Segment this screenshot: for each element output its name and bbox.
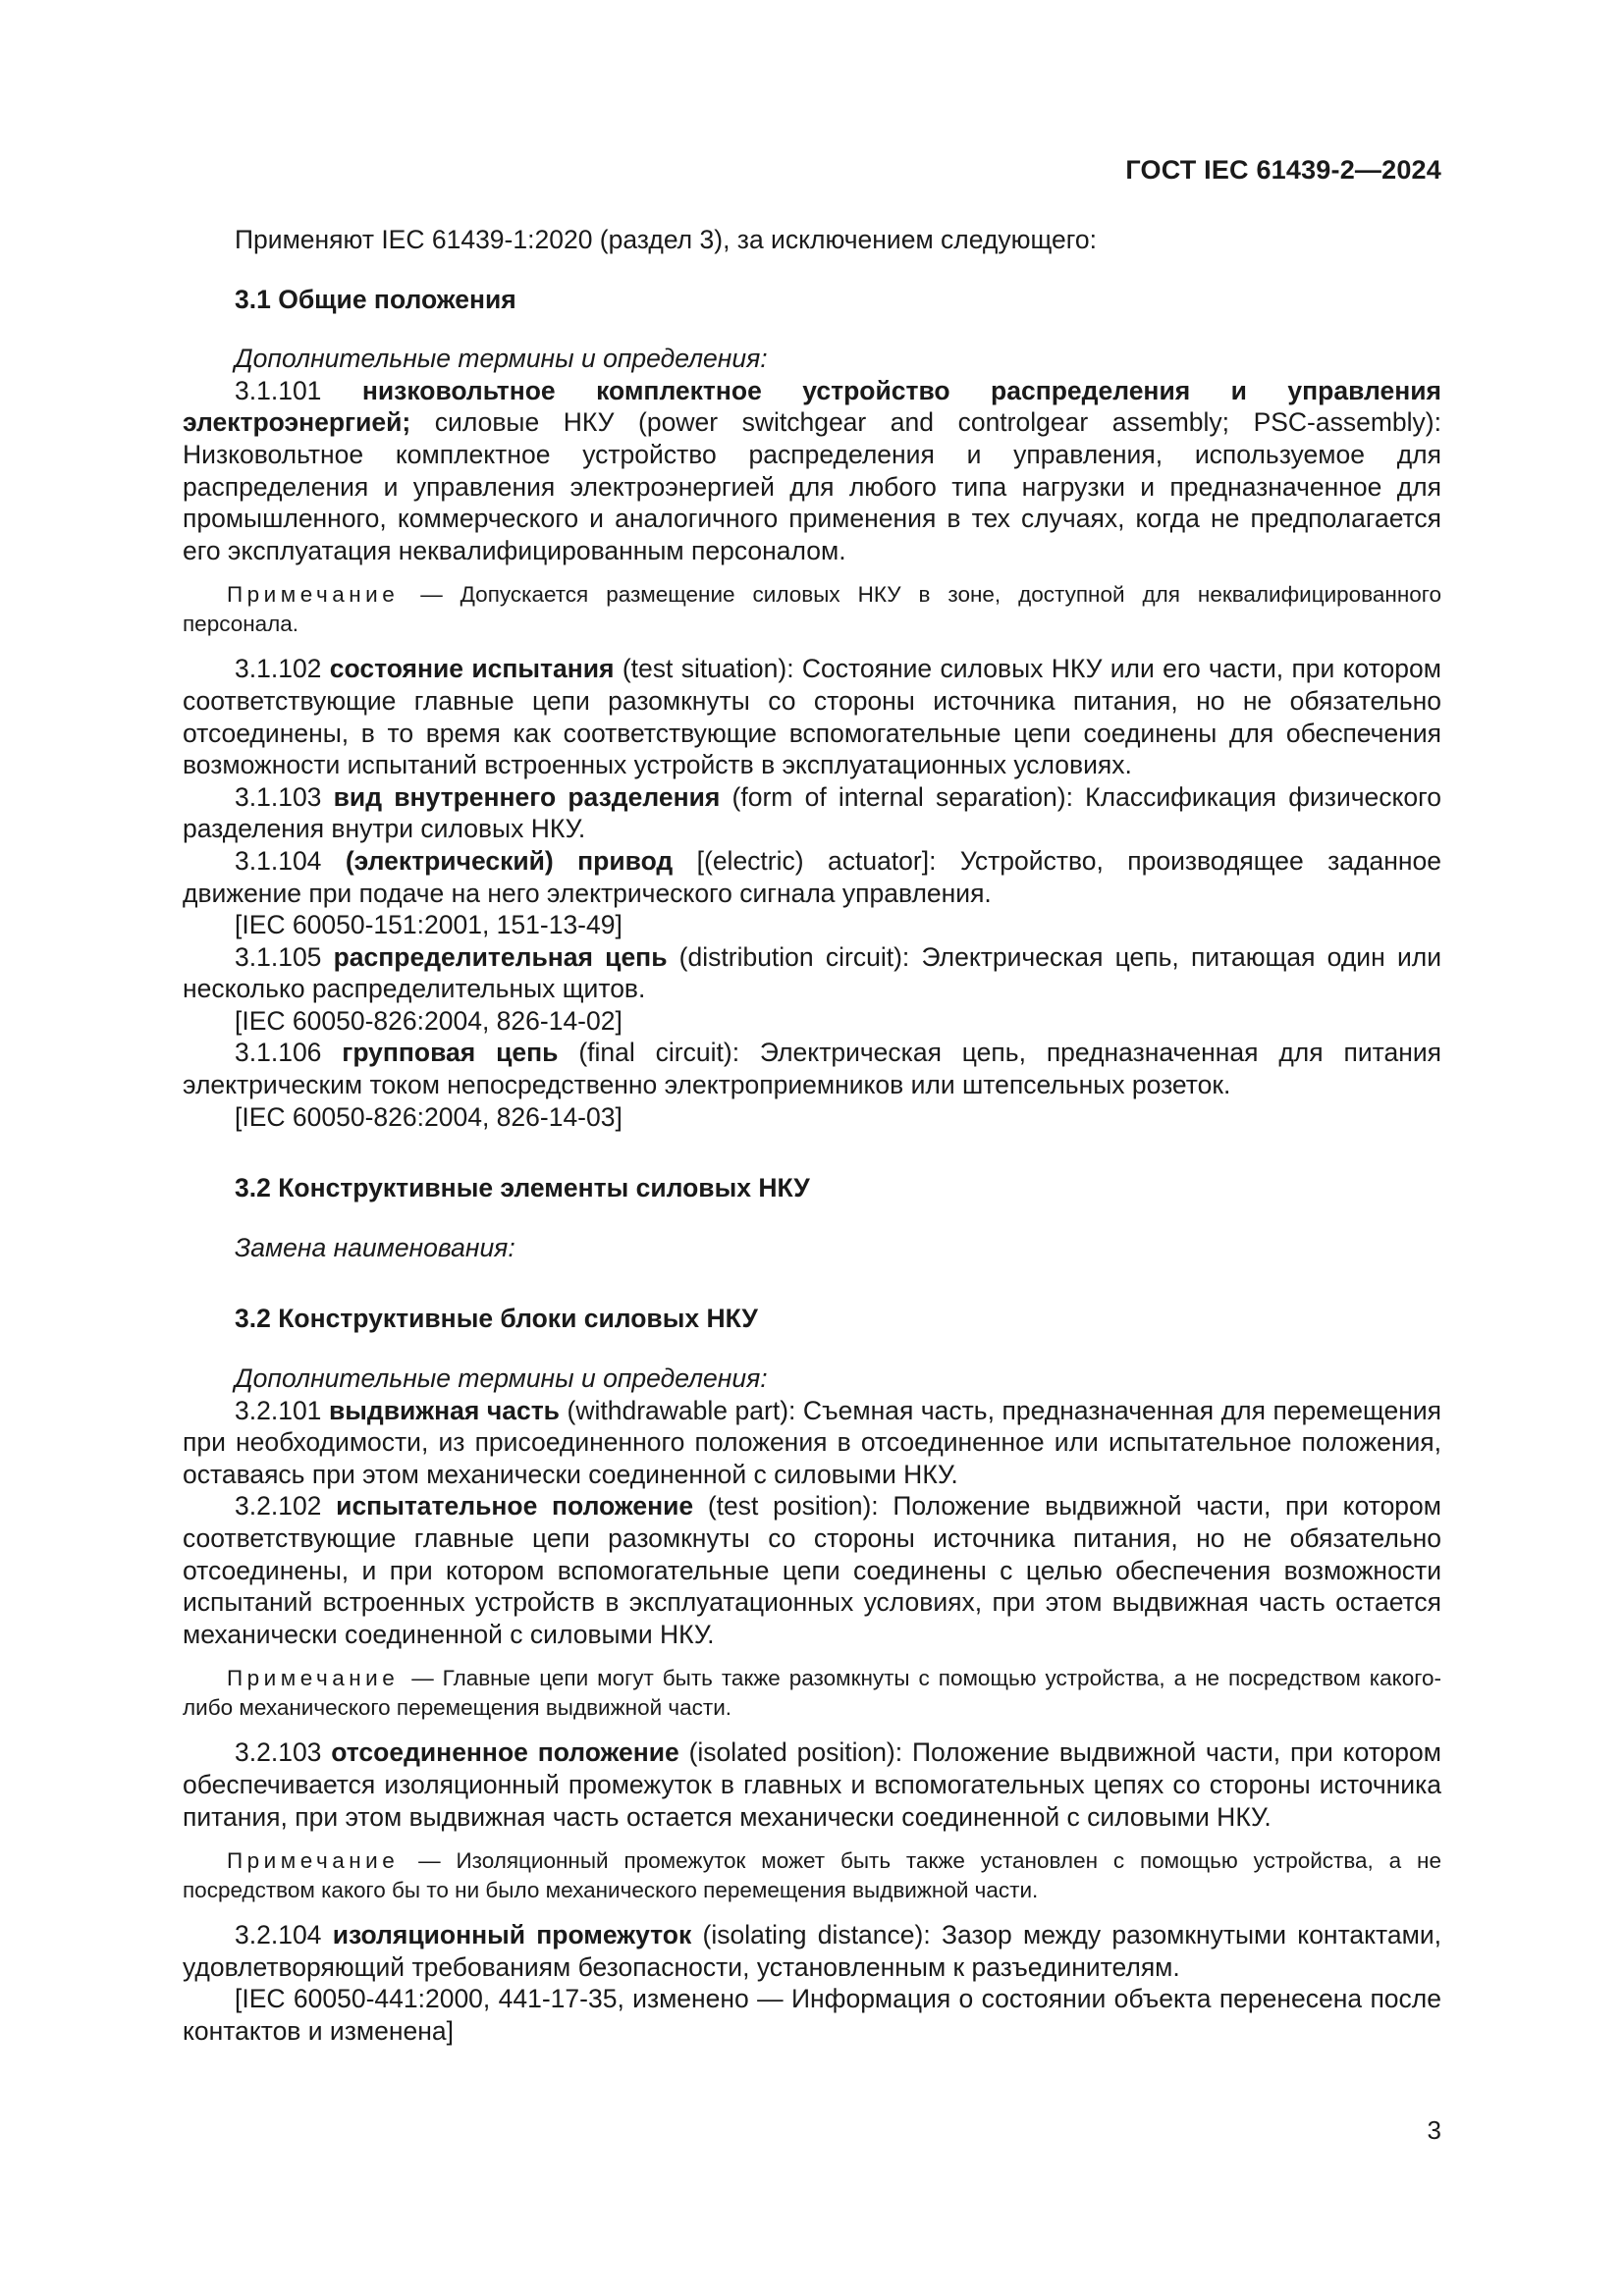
term-definition: (test situation): Состояние силовых НКУ или его части, при котором соответствующие главные цепи разомкнуты со стороны источника питания, но не обязательно отсоединены, в то время как соответствующие вспомогательные цепи соединены для обеспечения возможности испытаний встроенных устройств в эксплуатационных условиях. [183,654,1441,780]
term-name: вид внутреннего разделения [333,781,721,812]
term-number: 3.1.101 [235,375,362,405]
term-definition: (final circuit): Электрическая цепь, предназначенная для питания электрическим током непосредственно электроприемников или штепсельных розеток. [183,1038,1441,1100]
note-label: Примечание [227,582,400,608]
term-definition: (isolated position): Положение выдвижной части, при котором обеспечивается изоляционный промежуток в главных и вспомогательных цепях со стороны источника питания, при этом выдвижная часть остается механически соединенной с силовыми НКУ. [183,1737,1441,1832]
term-number: 3.1.104 [235,845,346,876]
term-number: 3.2.103 [235,1737,332,1768]
note-1 [183,580,1441,639]
note-label: Примечание [227,1666,400,1691]
term-number: 3.1.106 [235,1038,343,1068]
term-3-1-102 [183,653,1441,780]
term-3-2-101 [183,1395,1441,1491]
term-name: испытательное положение [336,1491,694,1522]
term-definition: силовые НКУ (power switchgear and controlgear assembly; PSC-assembly): Низковольтное комплектное устройство распределения и управления, используемое для распределения и управления электроэнергией для любого типа нагрузки и предназначенное для промышленного, коммерческого и аналогичного применения в тех случаях, когда не предполагается его эксплуатация неквалифицированным персоналом. [183,407,1441,565]
document-body [183,224,1441,2048]
page-number: 3 [1427,2115,1441,2145]
section-3-1-heading: 3.1 Общие положения [235,284,516,314]
term-name: отсоединенное положение [331,1737,679,1768]
term-3-2-103 [183,1736,1441,1833]
reference-3-1-105: [IEC 60050-826:2004, 826-14-02] [235,1005,623,1036]
term-definition: (isolating distance): Зазор между разомкнутыми контактами, удовлетворяющий требованиям безопасности, установленным к разъединителям. [183,1920,1441,1982]
term-name: групповая цепь [342,1038,559,1068]
intro-paragraph: Применяют IEC 61439-1:2020 (раздел 3), за исключением следующего: [235,225,1097,254]
term-number: 3.2.101 [235,1395,329,1425]
term-definition: (distribution circuit): Электрическая цепь, питающая один или несколько распределительных щитов. [183,941,1442,1004]
term-3-1-106 [183,1037,1441,1100]
term-definition: [(electric) actuator]: Устройство, производящее заданное движение при подаче на него электрического сигнала управления. [183,845,1441,908]
section-3-2-heading-new: 3.2 Конструктивные блоки силовых НКУ [235,1304,758,1334]
term-3-1-105 [183,941,1441,1005]
section-3-2-heading-old: 3.2 Конструктивные элементы силовых НКУ [235,1173,810,1203]
term-number: 3.1.105 [235,941,334,972]
section-3-2-lead: Дополнительные термины и определения: [235,1363,768,1394]
note-2 [183,1664,1441,1723]
note-text: — Главные цепи могут быть также разомкнуты с помощью устройства, а не посредством какого-либо механического перемещения выдвижной части. [183,1666,1441,1721]
reference-3-2-104: [IEC 60050-441:2000, 441-17-35, изменено — Информация о состоянии объекта перенесена после контактов и изменена] [183,1984,1441,2046]
term-3-1-104 [183,845,1441,909]
term-name: низковольтное комплектное устройство распределения и управления электроэнергией; [183,375,1441,438]
reference-3-1-106: [IEC 60050-826:2004, 826-14-03] [235,1101,623,1132]
term-3-1-101 [183,375,1441,567]
section-3-2-replace: Замена наименования: [235,1232,515,1262]
term-name: распределительная цепь [333,941,668,972]
term-definition: (test position): Положение выдвижной части, при котором соответствующие главные цепи разомкнуты со стороны источника питания, но не обязательно отсоединены, и при котором вспомогательные цепи соединены с целью обеспечения возможности испытаний встроенных устройств в эксплуатационных условиях, при этом выдвижная часть остается механически соединенной с силовыми НКУ. [183,1491,1441,1649]
term-number: 3.1.103 [235,781,334,812]
term-definition: (form of internal separation): Классификация физического разделения внутри силовых НКУ. [183,781,1441,844]
term-name: состояние испытания [329,654,615,684]
document-id: ГОСТ IEC 61439-2—2024 [1125,155,1441,185]
note-3 [183,1846,1441,1905]
term-3-2-102 [183,1490,1441,1650]
note-label: Примечание [227,1848,400,1874]
term-definition: (withdrawable part): Съемная часть, предназначенная для перемещения при необходимости, из присоединенного положения в отсоединенное или испытательное положения, оставаясь при этом механически соединенной с силовыми НКУ. [183,1395,1442,1489]
section-3-1-lead: Дополнительные термины и определения: [235,344,768,374]
note-text: — Допускается размещение силовых НКУ в зоне, доступной для неквалифицированного персонала. [183,582,1441,637]
term-number: 3.2.104 [235,1920,333,1950]
term-3-1-103 [183,781,1441,845]
term-3-2-104 [183,1919,1441,1983]
term-number: 3.2.102 [235,1491,337,1522]
note-text: — Изоляционный промежуток может быть также установлен с помощью устройства, а не посредством какого бы то ни было механического перемещения выдвижной части. [183,1848,1441,1903]
term-name: изоляционный промежуток [332,1920,692,1950]
term-name: выдвижная часть [328,1395,560,1425]
term-number: 3.1.102 [235,654,330,684]
reference-3-1-104: [IEC 60050-151:2001, 151-13-49] [235,910,623,940]
term-name: (электрический) привод [345,845,674,876]
